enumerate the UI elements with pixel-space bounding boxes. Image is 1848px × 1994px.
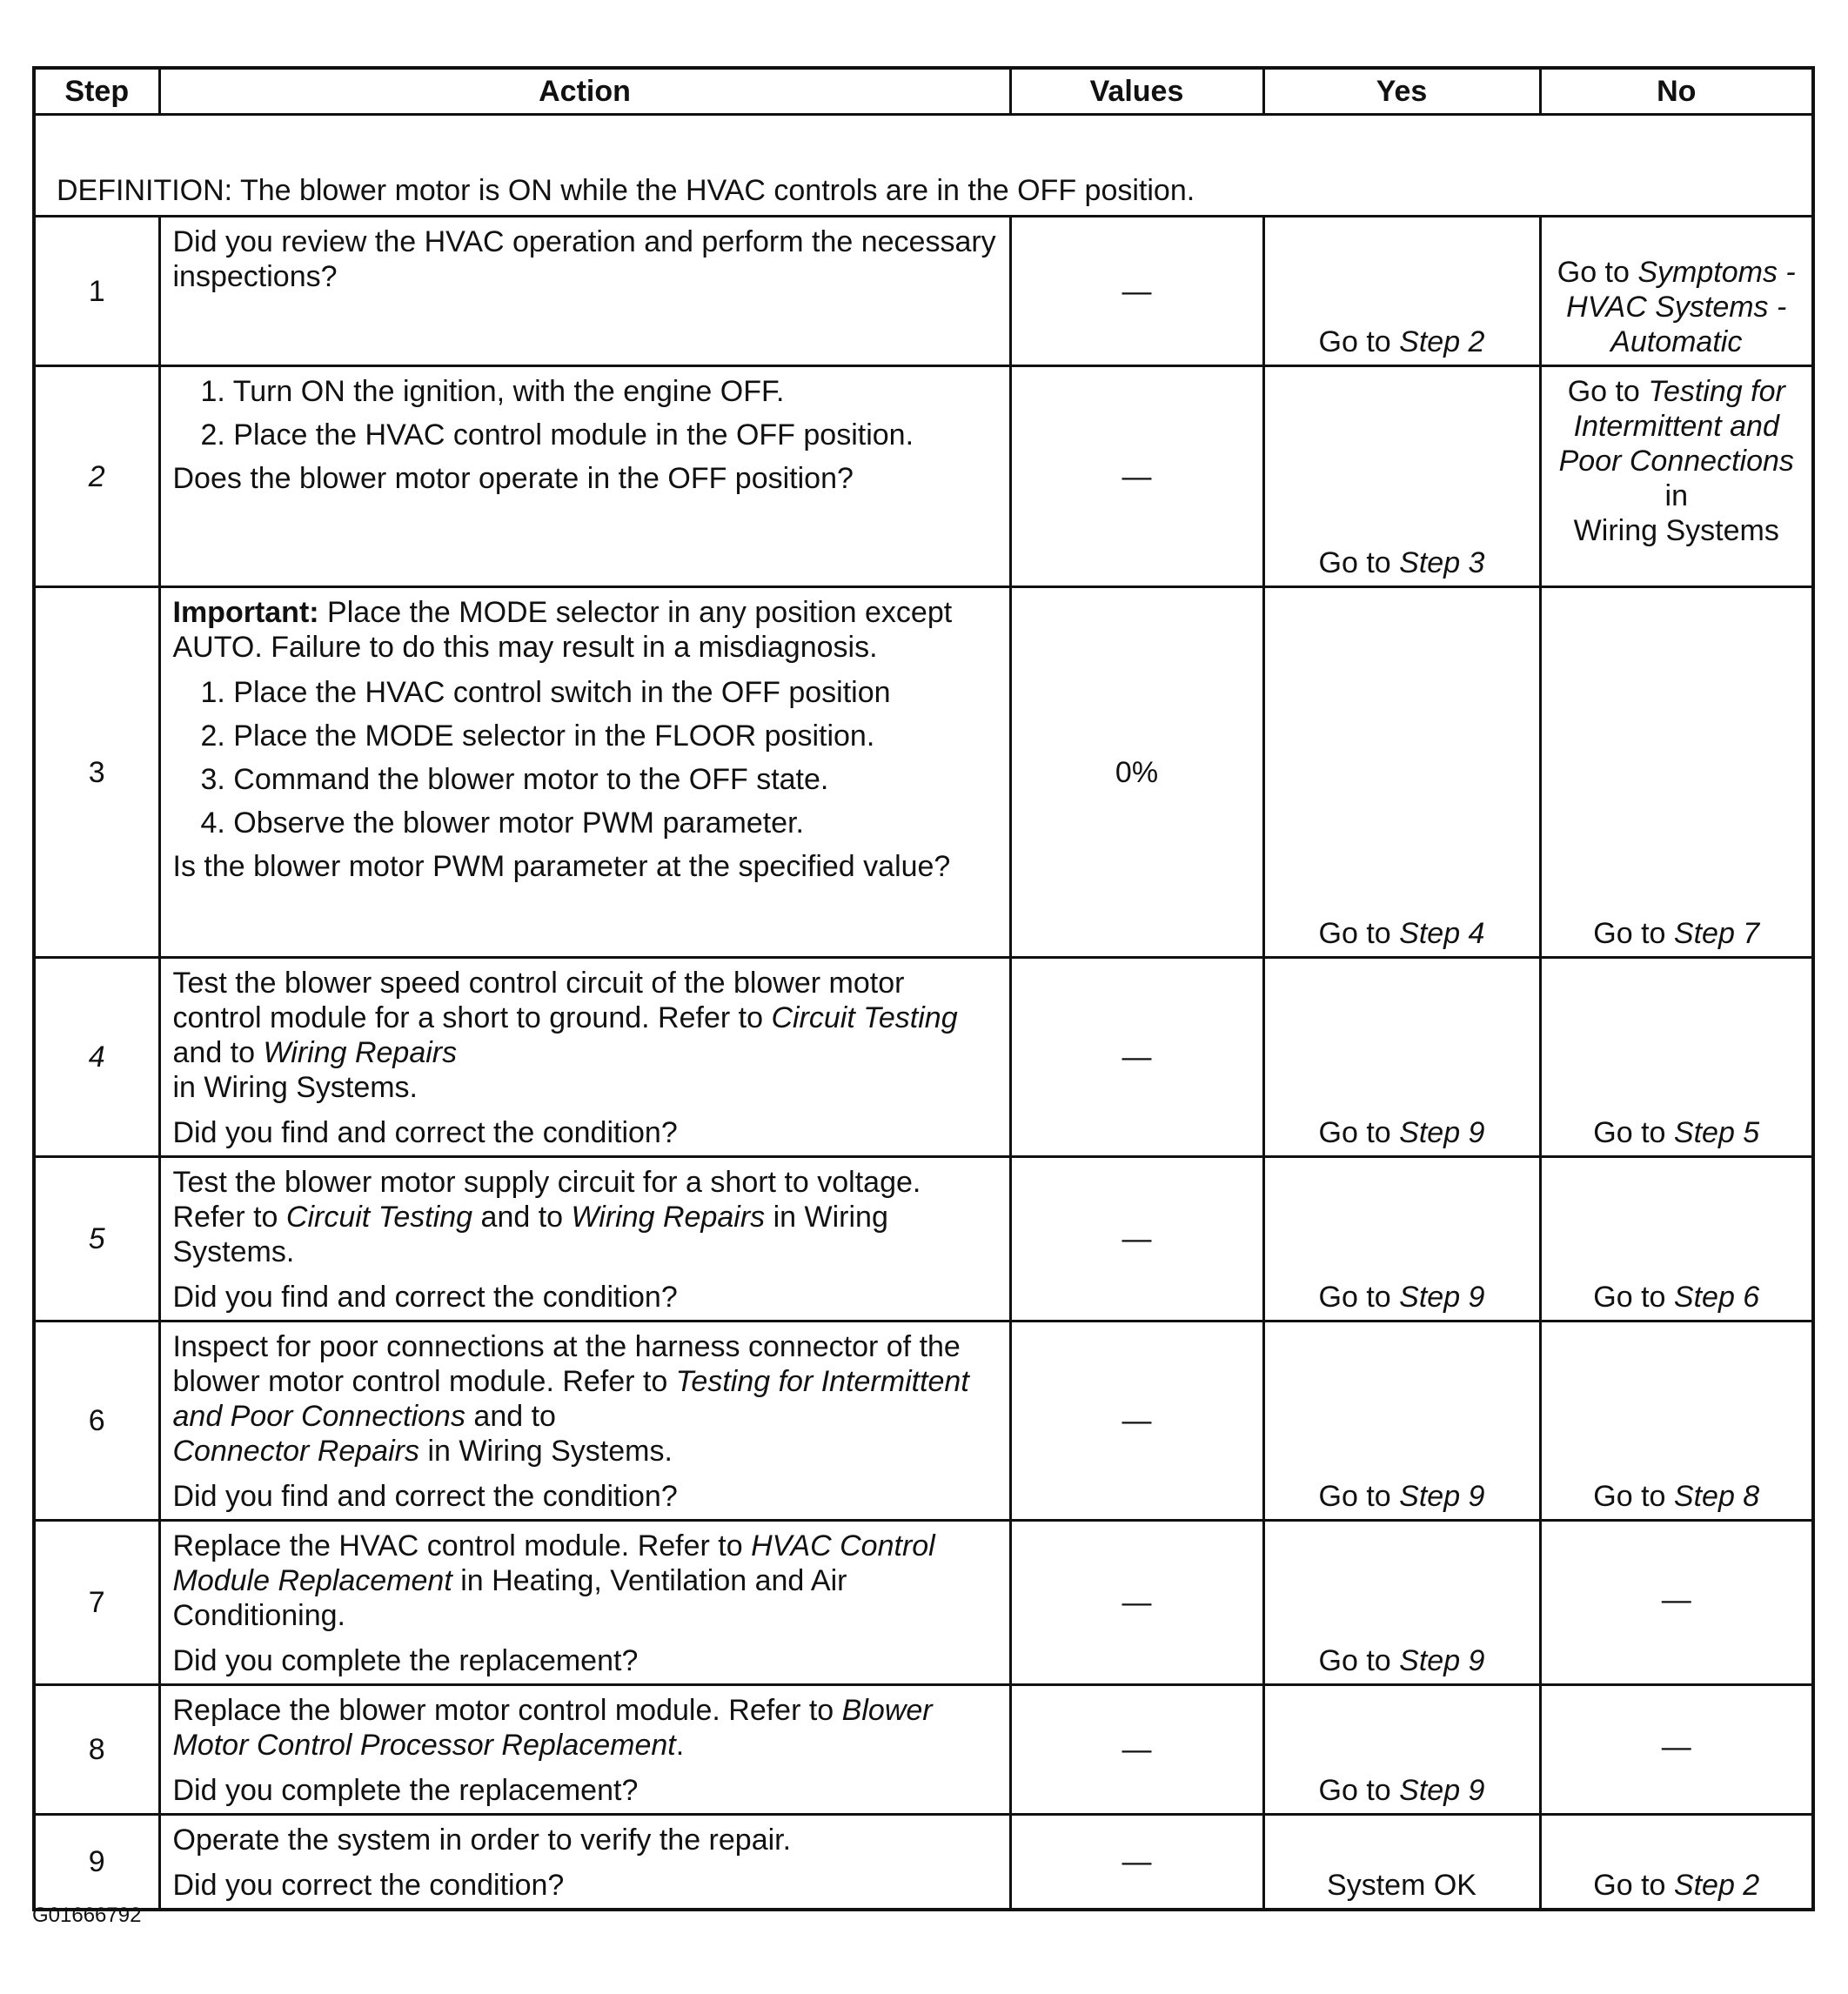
go-to-text: Go to xyxy=(1593,1116,1666,1149)
yes-cell xyxy=(1263,217,1540,366)
action-question: Did you find and correct the condition? xyxy=(172,1480,678,1513)
reference-link[interactable]: Testing for Intermittent and Poor Connections xyxy=(172,1365,969,1433)
action-question: Did you find and correct the condition? xyxy=(172,1116,678,1149)
yes-link[interactable]: Step 3 xyxy=(1399,546,1485,579)
step-row-9 xyxy=(34,1815,1813,1910)
step-number: 9 xyxy=(34,1815,159,1910)
yes-cell xyxy=(1263,1521,1540,1685)
no-link[interactable]: Symptoms - HVAC Systems - Automatic xyxy=(1566,256,1796,358)
action-text xyxy=(159,1322,1010,1521)
no-link[interactable]: Step 2 xyxy=(1673,1869,1760,1902)
no-cell xyxy=(1540,1815,1813,1910)
value-cell: — xyxy=(1010,366,1263,587)
action-sentence: Operate the system in order to verify the repair. xyxy=(172,1823,792,1857)
no-cell xyxy=(1540,1157,1813,1322)
action-sentence xyxy=(173,1165,997,1269)
header-step: Step xyxy=(34,68,159,115)
no-suffix: Wiring Systems xyxy=(1573,514,1779,547)
important-note xyxy=(173,595,997,665)
action-sentence xyxy=(173,1693,997,1763)
value-cell: — xyxy=(1010,1521,1263,1685)
reference-link[interactable]: Connector Repairs xyxy=(172,1435,419,1468)
no-link[interactable]: Step 7 xyxy=(1673,917,1760,950)
action-text xyxy=(159,587,1010,958)
go-to-text: Go to xyxy=(1318,1480,1391,1513)
go-to-text: Go to xyxy=(1318,325,1391,358)
yes-link[interactable]: Step 2 xyxy=(1399,325,1485,358)
action-text-part: . xyxy=(675,1729,685,1762)
value-cell: — xyxy=(1010,1322,1263,1521)
go-to-text: Go to xyxy=(1593,1281,1666,1314)
go-to-text: Go to xyxy=(1318,1281,1391,1314)
action-text-part: in Wiring Systems. xyxy=(172,1071,418,1104)
header-yes: Yes xyxy=(1263,68,1540,115)
go-to-text: Go to xyxy=(1567,375,1640,408)
action-step: 2. Place the MODE selector in the FLOOR position. xyxy=(200,719,875,753)
reference-link[interactable]: Wiring Repairs xyxy=(263,1036,458,1069)
step-number: 2 xyxy=(34,366,159,587)
action-text xyxy=(159,1521,1010,1685)
action-question: Did you complete the replacement? xyxy=(172,1774,639,1807)
header-values: Values xyxy=(1010,68,1263,115)
action-step: 1. Turn ON the ignition, with the engine OFF. xyxy=(200,375,785,408)
go-to-text: Go to xyxy=(1318,546,1391,579)
header-row xyxy=(34,68,1813,115)
yes-link[interactable]: Step 9 xyxy=(1399,1644,1485,1677)
no-cell xyxy=(1540,1322,1813,1521)
action-text-part: Replace the blower motor control module. Refer to xyxy=(172,1694,834,1727)
important-text: Place the MODE selector in any position except AUTO. Failure to do this may result in a misdiagnosis. xyxy=(172,596,953,664)
step-row-5 xyxy=(34,1157,1813,1322)
yes-link[interactable]: Step 9 xyxy=(1399,1281,1485,1314)
yes-cell xyxy=(1263,958,1540,1157)
go-to-text: Go to xyxy=(1318,917,1391,950)
action-text xyxy=(159,1157,1010,1322)
action-text xyxy=(159,958,1010,1157)
action-text-part: and to xyxy=(473,1400,556,1433)
action-step: 1. Place the HVAC control switch in the OFF position xyxy=(200,676,891,709)
no-link[interactable]: Testing for Intermittent and Poor Connections xyxy=(1558,375,1794,478)
step-number: 5 xyxy=(34,1157,159,1322)
go-to-text: Go to xyxy=(1593,1480,1666,1513)
reference-link[interactable]: Blower Motor Control Processor Replacement xyxy=(172,1694,933,1762)
no-cell xyxy=(1540,587,1813,958)
yes-link[interactable]: Step 9 xyxy=(1399,1116,1485,1149)
step-row-2 xyxy=(34,366,1813,587)
yes-cell xyxy=(1263,1157,1540,1322)
action-text-part: and to xyxy=(480,1201,564,1234)
no-link[interactable]: Step 8 xyxy=(1673,1480,1760,1513)
reference-link[interactable]: Circuit Testing xyxy=(771,1001,958,1034)
step-number: 4 xyxy=(34,958,159,1157)
no-cell xyxy=(1540,366,1813,587)
step-number: 6 xyxy=(34,1322,159,1521)
action-text xyxy=(159,1685,1010,1815)
step-row-8 xyxy=(34,1685,1813,1815)
go-to-text: Go to xyxy=(1318,1774,1391,1807)
yes-cell xyxy=(1263,366,1540,587)
no-cell xyxy=(1540,958,1813,1157)
go-to-text: Go to xyxy=(1557,256,1630,289)
go-to-text: Go to xyxy=(1318,1116,1391,1149)
action-step: 3. Command the blower motor to the OFF state. xyxy=(200,763,829,796)
definition-row xyxy=(34,115,1813,217)
yes-cell: System OK xyxy=(1263,1815,1540,1910)
no-link[interactable]: Step 6 xyxy=(1673,1281,1760,1314)
action-step: 4. Observe the blower motor PWM parameter. xyxy=(200,806,804,840)
value-cell: — xyxy=(1010,958,1263,1157)
action-question: Did you complete the replacement? xyxy=(172,1644,639,1677)
go-to-text: Go to xyxy=(1593,1869,1666,1902)
action-sentence: Did you review the HVAC operation and perform the necessary inspections? xyxy=(172,225,996,293)
action-text xyxy=(159,1815,1010,1910)
header-action: Action xyxy=(159,68,1010,115)
action-text-part: and to xyxy=(172,1036,256,1069)
step-number: 3 xyxy=(34,587,159,958)
action-sentence xyxy=(173,1529,997,1633)
diagnostic-table xyxy=(32,66,1815,1911)
action-step: 2. Place the HVAC control module in the OFF position. xyxy=(200,418,914,452)
action-text-part: in Wiring Systems. xyxy=(427,1435,673,1468)
action-text xyxy=(159,366,1010,587)
action-steps xyxy=(173,374,997,452)
yes-cell xyxy=(1263,587,1540,958)
no-suffix: in xyxy=(1664,479,1688,512)
action-text-part: Inspect for poor connections at the harness connector of the blower motor control module. Refer to xyxy=(172,1330,961,1398)
reference-link[interactable]: Circuit Testing xyxy=(285,1201,473,1234)
yes-link[interactable]: Step 9 xyxy=(1399,1774,1485,1807)
action-text-part: in Wiring Systems. xyxy=(172,1201,888,1268)
action-question: Does the blower motor operate in the OFF position? xyxy=(172,462,854,495)
action-question: Did you correct the condition? xyxy=(172,1869,565,1902)
action-text-part: in Heating, Ventilation and Air Conditioning. xyxy=(172,1564,847,1632)
value-cell: 0% xyxy=(1010,587,1263,958)
go-to-text: Go to xyxy=(1318,1644,1391,1677)
action-text-part: Test the blower motor supply circuit for a short to voltage. Refer to xyxy=(172,1166,921,1234)
step-row-7 xyxy=(34,1521,1813,1685)
yes-cell xyxy=(1263,1322,1540,1521)
important-label: Important: xyxy=(172,596,319,629)
yes-link[interactable]: Step 4 xyxy=(1399,917,1485,950)
action-text-part: Replace the HVAC control module. Refer to xyxy=(172,1529,743,1562)
figure-id: G01666792 xyxy=(32,1904,142,1927)
no-cell: — xyxy=(1540,1521,1813,1685)
yes-link[interactable]: Step 9 xyxy=(1399,1480,1485,1513)
go-to-text: Go to xyxy=(1593,917,1666,950)
action-sentence xyxy=(173,966,997,1105)
action-steps xyxy=(173,675,997,840)
no-cell xyxy=(1540,217,1813,366)
value-cell: — xyxy=(1010,1685,1263,1815)
step-row-6 xyxy=(34,1322,1813,1521)
action-question: Did you find and correct the condition? xyxy=(172,1281,678,1314)
value-cell: — xyxy=(1010,1815,1263,1910)
step-number: 1 xyxy=(34,217,159,366)
action-text xyxy=(159,217,1010,366)
reference-link[interactable]: HVAC Control Module Replacement xyxy=(172,1529,935,1597)
step-row-3 xyxy=(34,587,1813,958)
step-number: 8 xyxy=(34,1685,159,1815)
value-cell: — xyxy=(1010,1157,1263,1322)
action-question: Is the blower motor PWM parameter at the specified value? xyxy=(172,850,951,883)
step-number: 7 xyxy=(34,1521,159,1685)
no-link[interactable]: Step 5 xyxy=(1673,1116,1760,1149)
header-no: No xyxy=(1540,68,1813,115)
step-row-4 xyxy=(34,958,1813,1157)
value-cell: — xyxy=(1010,217,1263,366)
step-row-1 xyxy=(34,217,1813,366)
reference-link[interactable]: Wiring Repairs xyxy=(571,1201,766,1234)
no-cell: — xyxy=(1540,1685,1813,1815)
yes-cell xyxy=(1263,1685,1540,1815)
action-text-part: Test the blower speed control circuit of the blower motor control module for a short to ground. Refer to xyxy=(172,967,905,1034)
definition-text: DEFINITION: The blower motor is ON while the HVAC controls are in the OFF position. xyxy=(34,115,1813,217)
action-sentence xyxy=(173,1329,997,1469)
